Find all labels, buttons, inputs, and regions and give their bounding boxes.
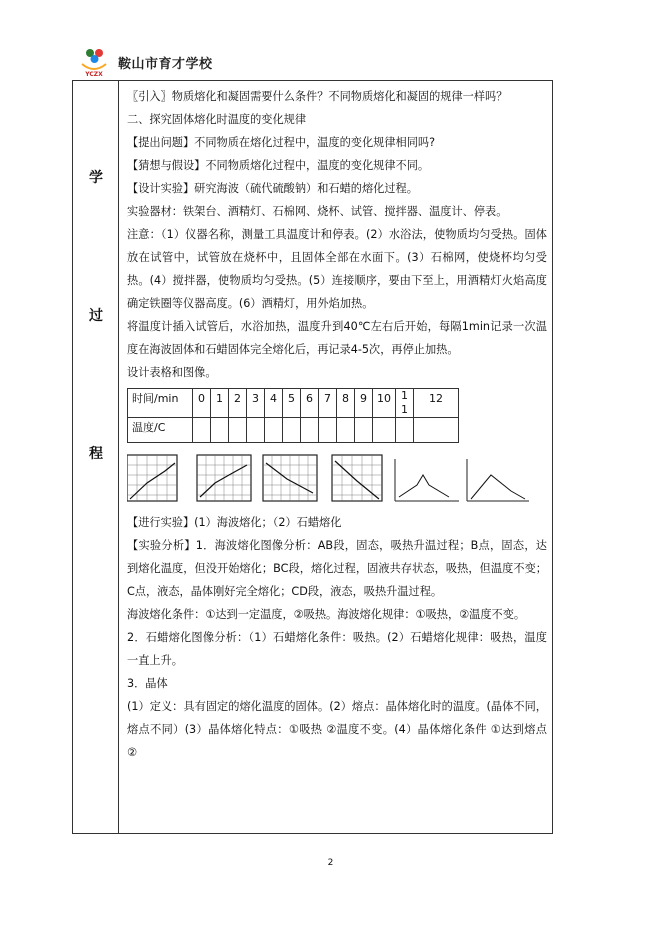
page-header (78, 44, 378, 80)
time-cell: 3 (247, 389, 265, 418)
school-logo-icon (78, 44, 110, 78)
crystal-paragraph: (1）定义：具有固定的熔化温度的固体。(2）熔点：晶体熔化时的温度。(晶体不同，熔点不同）(3）晶体熔化特点：①吸热 ②温度不变。(4）晶体熔化条件 ①达到熔点 ② (127, 700, 547, 759)
time-cell: 8 (337, 389, 355, 418)
procedure-paragraph: 将温度计插入试管后，水浴加热，温度升到40℃左右后开始，每隔1min记录一次温度在海波固体和石蜡固体完全熔化后，再记录4-5次，再停止加热。 (127, 320, 547, 356)
time-cell: 4 (265, 389, 283, 418)
hypothesis-line: 【猜想与假设】不同物质熔化过程中，温度的变化规律不同。 (127, 159, 430, 172)
time-cell-11 (396, 389, 414, 418)
melting-graphs (127, 449, 547, 509)
side-char-xue: 学 (89, 170, 103, 186)
melting-peak-graph (467, 459, 529, 501)
lesson-frame (72, 80, 553, 834)
school-name: 鞍山市育才学校 (118, 57, 213, 72)
time-cell: 1 (211, 389, 229, 418)
equipment-line: 实验器材：铁架台、酒精灯、石棉网、烧杯、试管、搅拌器、温度计、停表。 (127, 205, 508, 218)
table-title: 设计表格和图像。 (127, 366, 217, 379)
design-line: 【设计实验】研究海波（硫代硫酸钠）和石蜡的熔化过程。 (127, 182, 418, 195)
time-cell: 7 (319, 389, 337, 418)
notes-paragraph: 注意：（1）仪器名称，测量工具温度计和停表。(2）水浴法，使物质均匀受热。固体放在试管中，试管放在烧杯中，且固体全部在水面下。(3）石棉网，使烧杯均匀受热。(4）搅拌器，使物质均匀受热。(5）连接顺序，要由下至上，用酒精灯火焰高度确定铁圈等仪器高度。(6）酒精灯，用外焰加热。 (127, 228, 547, 310)
grid-graph-3 (263, 455, 317, 501)
time-cell: 5 (283, 389, 301, 418)
page-number: 2 (327, 858, 334, 868)
record-table (127, 388, 459, 443)
logo-text: YCZX (85, 71, 103, 78)
side-char-cheng: 程 (89, 446, 103, 462)
time-11-top: 1 (401, 389, 408, 402)
time-header-cell: 时间/min (128, 389, 193, 418)
grid-graph-4 (332, 455, 382, 501)
table-row (128, 418, 459, 443)
table-row (128, 389, 459, 418)
time-11-bottom: 1 (401, 403, 408, 416)
time-cell: 2 (229, 389, 247, 418)
lesson-content (127, 85, 547, 764)
side-char-guo: 过 (89, 308, 103, 324)
grid-graph-1 (127, 455, 177, 501)
time-cell: 9 (355, 389, 373, 418)
analysis-paragraph: 【实验分析】1．海波熔化图像分析：AB段，固态，吸热升温过程；B点，固态，达到熔化温度，但没开始熔化；BC段，熔化过程，固液共存状态，吸热，但温度不变；C点，液态，晶体刚好完全熔化；CD段，液态，吸热升温过程。 (127, 539, 547, 598)
time-cell: 10 (373, 389, 396, 418)
shila-analysis: 2．石蜡熔化图像分析：（1）石蜡熔化条件：吸热。(2）石蜡熔化规律：吸热，温度一直上升。 (127, 631, 547, 667)
question-line: 【提出问题】不同物质在熔化过程中，温度的变化规律相同吗? (127, 136, 436, 149)
side-label-column (73, 81, 119, 833)
graphs-row (127, 449, 547, 509)
time-cell: 12 (414, 389, 459, 418)
time-cell: 6 (301, 389, 319, 418)
melting-curve-graph (395, 459, 459, 501)
time-cell: 0 (193, 389, 211, 418)
haibo-conditions: 海波熔化条件：①达到一定温度，②吸热。海波熔化规律：①吸热，②温度不变。 (127, 608, 526, 621)
temp-header-cell: 温度/C (128, 418, 193, 443)
intro-line: 〖引入〗物质熔化和凝固需要什么条件？不同物质熔化和凝固的规律一样吗？ (127, 90, 508, 103)
grid-graph-2 (197, 455, 251, 501)
section-heading: 二、探究固体熔化时温度的变化规律 (127, 113, 307, 126)
experiment-line: 【进行实验】(1）海波熔化；（2）石蜡熔化 (127, 516, 342, 529)
crystal-title: 3．晶体 (127, 677, 168, 690)
